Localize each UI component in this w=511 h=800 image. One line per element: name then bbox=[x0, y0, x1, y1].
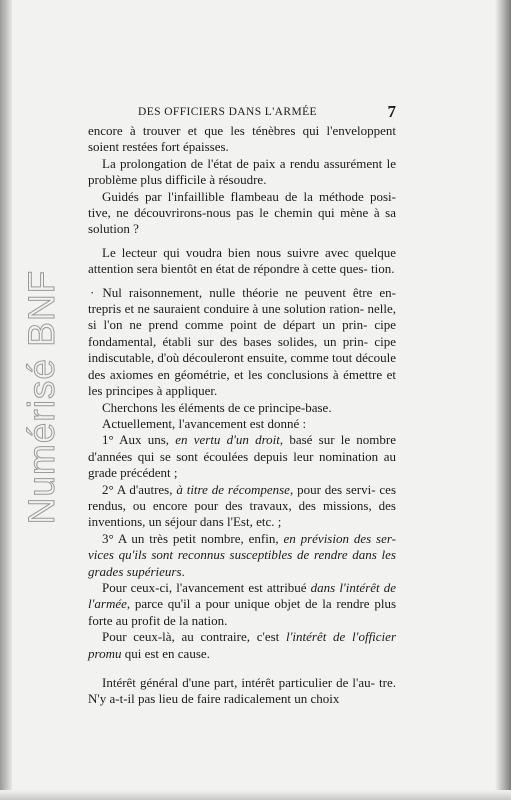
text-line: tive, ne découvrirons-nous pas le chemin qui mène à sa bbox=[88, 205, 396, 221]
text-line: émettre et les principes à appliquer. bbox=[88, 366, 397, 399]
paragraph bbox=[88, 189, 396, 238]
paragraph bbox=[88, 416, 396, 432]
text-line: trepris et ne sauraient conduire à une solution ration- bbox=[88, 301, 365, 317]
italic-phrase: dans l'intérêt bbox=[310, 579, 380, 595]
paragraph bbox=[88, 580, 396, 629]
text-line: qui est en cause. bbox=[121, 645, 210, 661]
text-line: encore à trouver et que les ténèbres qui l'enveloppent bbox=[88, 123, 396, 138]
italic-phrase: à titre de récompense bbox=[176, 481, 290, 497]
text-line: solution ? bbox=[88, 221, 139, 237]
text-line: Pour ceux-ci, l'avancement est attribué bbox=[102, 579, 311, 595]
paragraph bbox=[88, 629, 396, 662]
digitization-watermark: Numérisé BNF bbox=[21, 269, 62, 525]
text-line: Intérêt général d'une part, intérêt particulier de l'au- bbox=[102, 675, 375, 690]
paragraph bbox=[88, 285, 396, 400]
paragraph bbox=[88, 482, 396, 531]
text-line: ces rendus, ou encore pour des travaux, des missions, bbox=[88, 481, 397, 513]
text-line: 2° A d'autres, bbox=[102, 481, 177, 497]
text-line: 3° A un très petit nombre, enfin, bbox=[102, 530, 284, 546]
italic-phrase: vices qu'ils sont reconnus susceptibles de rendre dans bbox=[88, 547, 377, 563]
paragraph bbox=[88, 123, 396, 156]
text-line: , pour des servi- bbox=[289, 481, 376, 497]
text-line: plus forte au profit de la nation. bbox=[88, 596, 396, 628]
text-line: soient restées fort épaisses. bbox=[88, 139, 229, 155]
body-text bbox=[88, 123, 396, 708]
italic-phrase: de l'armée bbox=[88, 579, 397, 612]
italic-phrase: en vertu d'un droit bbox=[175, 432, 280, 448]
text-line: le problème plus difficile à résoudre. bbox=[88, 155, 397, 188]
text-line: 1° Aux uns, bbox=[102, 432, 176, 448]
text-line: des inventions, un séjour dans l'Est, etc. ; bbox=[88, 497, 396, 530]
text-line: cipe fondamental, établi sur des bases solides, un prin- bbox=[88, 317, 396, 349]
italic-phrase: en prévision des ser- bbox=[283, 530, 396, 546]
scan-edge-bottom bbox=[0, 790, 511, 800]
text-line: attention sera bientôt en état de répondre à cette ques- bbox=[88, 261, 368, 277]
paragraph bbox=[88, 245, 396, 278]
text-line: découle des axiomes en géométrie, et les conclusions à bbox=[88, 350, 396, 382]
italic-phrase: promu bbox=[88, 645, 122, 661]
text-line: Actuellement, l'avancement est donné : bbox=[102, 415, 307, 431]
text-line: Le lecteur qui voudra bien nous suivre avec quelque bbox=[102, 244, 396, 260]
text-line: tre. N'y a-t-il pas lieu de faire radicalement un choix bbox=[88, 675, 396, 707]
page-header bbox=[138, 104, 396, 124]
running-title: DES OFFICIERS DANS L'ARMÉE bbox=[138, 106, 317, 118]
paragraph bbox=[88, 675, 396, 708]
paragraph bbox=[88, 531, 396, 580]
text-line: Nul raisonnement, nulle théorie ne peuvent être en- bbox=[102, 284, 396, 300]
scan-edge-right bbox=[495, 0, 511, 800]
text-line: tion. bbox=[371, 261, 395, 277]
paragraph bbox=[88, 400, 396, 416]
margin-mark: · bbox=[90, 284, 95, 300]
text-line: , basé sur le nombre bbox=[279, 432, 396, 448]
text-line: La prolongation de l'état de paix a rendu assurément bbox=[102, 155, 383, 171]
text-line: au grade précédent ; bbox=[88, 448, 397, 481]
scan-edge-left bbox=[0, 0, 12, 800]
paragraph bbox=[88, 432, 396, 481]
paragraph bbox=[88, 156, 396, 189]
text-line: . bbox=[181, 563, 185, 579]
text-line: Pour ceux-là, au contraire, c'est bbox=[102, 629, 286, 645]
text-line: cipe indiscutable, d'où découleront ensuite, comme tout bbox=[88, 333, 396, 366]
italic-phrase: les grades supérieurs bbox=[88, 547, 396, 579]
italic-phrase: l'intérêt de l'officier bbox=[286, 629, 396, 645]
text-line: , parce qu'il a pour unique objet de la rendre bbox=[126, 596, 370, 612]
text-line: d'années qui se sont écoulées depuis leur nomination bbox=[88, 448, 379, 464]
text-line: Guidés par l'infaillible flambeau de la méthode posi- bbox=[102, 188, 396, 204]
text-line: Cherchons les éléments de ce principe-base. bbox=[102, 399, 332, 415]
text-line: nelle, si l'on ne prend comme point de départ un prin- bbox=[88, 301, 397, 333]
page-number: 7 bbox=[387, 102, 396, 121]
